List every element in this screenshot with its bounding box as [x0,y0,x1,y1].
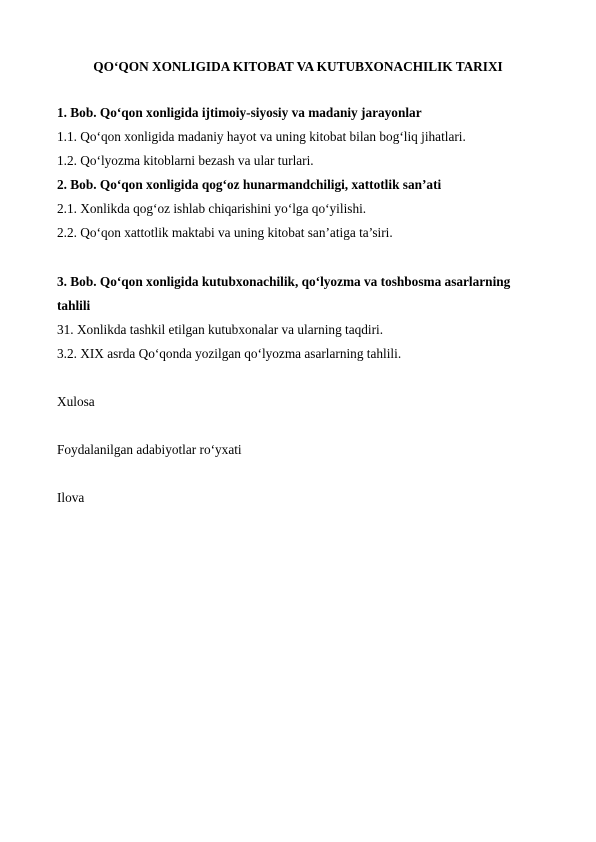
appendix-entry: Ilova [57,490,85,505]
section-2-2: 2.2. Qo‘qon xattotlik maktabi va uning kitobat san’atiga ta’siri. [57,225,393,240]
references-entry: Foydalanilgan adabiyotlar ro‘yxati [57,442,242,457]
section-2-1: 2.1. Xonlikda qog‘oz ishlab chiqarishini yo‘lga qo‘yilishi. [57,201,367,216]
chapter-3-heading-line-2: tahlili [57,298,91,313]
document-title: QO‘QON XONLIGIDA KITOBAT VA KUTUBXONACHILIK TARIXI [93,59,503,74]
chapter-2-heading: 2. Bob. Qo‘qon xonligida qog‘oz hunarmandchiligi, xattotlik san’ati [57,177,442,192]
chapter-1-heading: 1. Bob. Qo‘qon xonligida ijtimoiy-siyosiy va madaniy jarayonlar [57,105,422,120]
conclusion-entry: Xulosa [57,394,95,409]
section-3-1: 31. Xonlikda tashkil etilgan kutubxonalar va ularning taqdiri. [57,322,384,337]
chapter-3-heading-line-1: 3. Bob. Qo‘qon xonligida kutubxonachilik, qo‘lyozma va toshbosma asarlarning [57,274,511,289]
section-1-2: 1.2. Qo‘lyozma kitoblarni bezash va ular turlari. [57,153,314,168]
section-3-2: 3.2. XIX asrda Qo‘qonda yozilgan qo‘lyozma asarlarning tahlili. [57,346,402,361]
section-1-1: 1.1. Qo‘qon xonligida madaniy hayot va uning kitobat bilan bog‘liq jihatlari. [57,129,466,144]
